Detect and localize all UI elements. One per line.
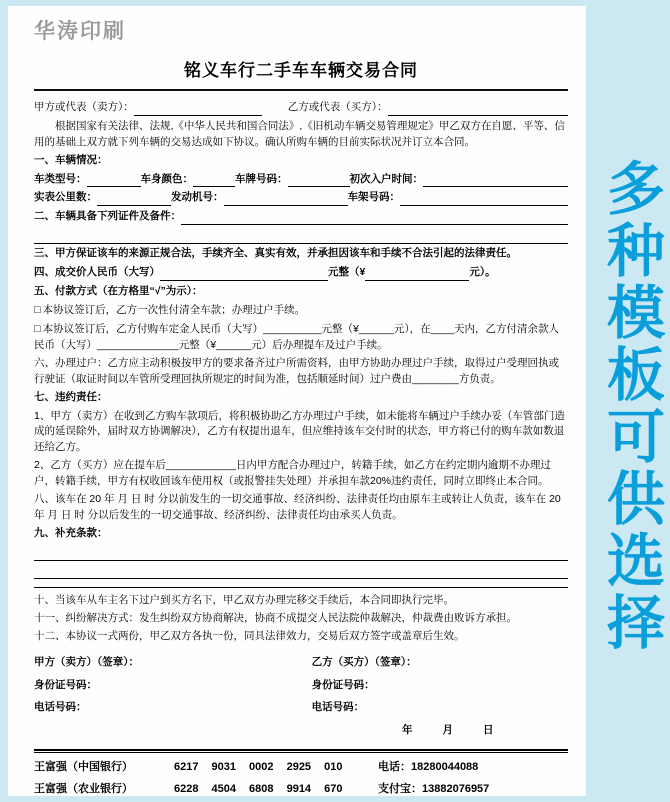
documents-row <box>34 209 568 225</box>
contract-title: 铭义车行二手车车辆交易合同 <box>184 60 418 80</box>
first-registration-blank[interactable] <box>423 174 568 187</box>
phone-contact-label: 电话： <box>378 760 411 773</box>
section-8-text: 八、该车在 20 年 月 日 时 分以前发生的一切交通事故、经济纠纷、法律责任均由原车主或转让人负责，该车在 20 年 月 日 时 分以后发生的一切交通事故、经济纠纷、法律责任均由承买人负责。 <box>34 493 561 521</box>
vehicle-color-blank[interactable] <box>193 174 235 187</box>
price-label: 四、成交价人民币（大写） <box>34 266 160 278</box>
first-registration-label: 初次入户时间： <box>349 172 423 185</box>
supplement-blank-line-1[interactable] <box>34 545 568 561</box>
party-a-label: 甲方或代表（卖方）： <box>34 101 134 113</box>
date-row <box>402 723 568 739</box>
signature-block <box>34 655 568 716</box>
price-row <box>34 265 568 281</box>
party-a-id-label: 身份证号码： <box>34 678 97 691</box>
vehicle-info-row-2 <box>34 190 568 206</box>
date-day-label: 日 <box>483 724 494 736</box>
bank-card-number-2: 6228 4504 6808 9914 670 <box>174 783 343 796</box>
payment-option-2 <box>34 321 568 354</box>
party-b-phone-label: 电话号码： <box>311 701 365 714</box>
supplement-blank-line-2[interactable] <box>34 563 568 579</box>
template-banner-text: 多种模板可供选择 <box>598 158 663 654</box>
plate-number-blank[interactable] <box>288 174 350 187</box>
intro-paragraph: 根据国家有关法律、法规,《中华人民共和国合同法》,《旧机动车辆交易管理规定》甲乙双方在自愿、平等、信用的基础上双方就下列车辆的交易达成如下协议。确认所购车辆的目前实际状况并订立本合同。 <box>34 119 565 148</box>
engine-number-label: 发动机号： <box>171 191 224 204</box>
documents-blank[interactable] <box>181 212 568 225</box>
section-2-label: 二、车辆具备下列证件及备件： <box>34 210 181 222</box>
section-7-clause-1: 1、甲方（卖方）在收到乙方购车款项后，将积极协助乙方办理过户手续，如未能将车辆过户手续办妥（车管部门造成的延误除外，届时双方协调解决），乙方有权提出退车，但应维持该车交付时的状态，甲方将已付的购车款如数退还给乙方。 <box>34 409 565 453</box>
price-words-blank[interactable] <box>160 268 328 281</box>
section-10-text: 十、当该车从车主名下过户到买方名下，甲乙双方办理完移交手续后，本合同即执行完毕。 <box>34 593 454 606</box>
section-12-text: 十二、本协议一式两份，甲乙双方各执一份，同具法律效力，交易后双方签字或盖章后生效。 <box>34 630 465 642</box>
party-b-signature-label: 乙方（买方）（签章）： <box>311 655 417 668</box>
title-divider <box>34 89 568 91</box>
vin-blank[interactable] <box>400 193 568 206</box>
payment-option-2-text: 本协议签订后，乙方付购车定金人民币（大写）__________元整（¥______元），在____天内，乙方付清余款人民币（大写）______________元整（¥______元）后办理提车及过户手续。 <box>34 323 560 351</box>
engine-number-blank[interactable] <box>224 193 348 206</box>
plate-number-label: 车牌号码： <box>235 172 288 185</box>
bank-account-name-2: 王富强（农业银行） <box>34 783 133 796</box>
vehicle-type-label: 车类型号： <box>34 172 87 185</box>
payment-option-1 <box>34 302 568 319</box>
bank-card-number-1: 6217 9031 0002 2925 010 <box>174 760 343 773</box>
parties-row <box>34 100 568 116</box>
alipay-contact-label: 支付宝： <box>378 783 422 796</box>
section-11-text: 十一、纠纷解决方式：发生纠纷双方协商解决，协商不成提交人民法院仲裁解决，仲裁费由败诉方承担。 <box>34 611 517 624</box>
vehicle-type-blank[interactable] <box>87 174 141 187</box>
section-6-text: 六、办理过户：乙方应主动积极按甲方的要求备齐过户所需资料，由甲方协助办理过户手续，取得过户受理回执或行驶证（取证时间以车管所受理回执所规定的时间为准，包括顺延时间）过户费由________方负责。 <box>34 357 559 385</box>
section-divider <box>34 587 568 588</box>
vehicle-color-label: 车身颜色： <box>140 172 193 185</box>
payment-option-2-checkbox[interactable]: □ <box>34 323 41 336</box>
party-b-blank[interactable] <box>388 103 569 116</box>
price-figures-blank[interactable] <box>365 268 469 281</box>
date-year-label: 年 <box>402 724 413 736</box>
price-tail-label: 元）。 <box>469 266 496 278</box>
payment-option-1-text: 本协议签订后，乙方一次性付清全车款；办理过户手续。 <box>42 304 306 316</box>
party-a-blank[interactable] <box>134 103 262 116</box>
section-3-text: 三、甲方保证该车的来源正规合法，手续齐全、真实有效，并承担因该车和手续不合法引起的法律责任。 <box>34 247 517 260</box>
phone-contact-value: 18280044088 <box>411 760 479 773</box>
party-b-id-label: 身份证号码： <box>311 678 375 691</box>
section-9-heading: 九、补充条款： <box>34 527 108 540</box>
footer-divider <box>34 749 568 753</box>
vin-label: 车架号码： <box>347 191 400 204</box>
bank-account-name-1: 王富强（中国银行） <box>34 760 133 773</box>
mileage-blank[interactable] <box>97 193 171 206</box>
documents-continuation-line[interactable] <box>34 228 568 244</box>
payment-option-1-checkbox[interactable]: □ <box>34 304 41 316</box>
mileage-label: 实表公里数： <box>34 191 97 204</box>
bank-account-row-2 <box>34 781 568 798</box>
date-month-label: 月 <box>442 724 453 736</box>
party-b-label: 乙方或代表（买方）： <box>287 101 388 113</box>
printshop-watermark: 华涛印刷 <box>34 20 126 43</box>
party-a-phone-label: 电话号码： <box>34 701 87 714</box>
section-5-heading: 五、付款方式（在方格里“√”为示）： <box>34 284 203 297</box>
bank-account-row-1 <box>34 759 568 776</box>
section-7-heading: 七、违约责任： <box>34 391 108 404</box>
price-mid-label: 元整（¥ <box>328 266 366 278</box>
alipay-contact-value: 13882076957 <box>422 783 490 796</box>
contract-document <box>8 6 586 796</box>
section-1-heading: 一、车辆情况： <box>34 153 108 166</box>
party-a-signature-label: 甲方（卖方）（签章）： <box>34 655 139 668</box>
section-7-clause-2: 2、乙方（买方）应在提车后____________日内甲方配合办理过户，转籍手续，如乙方在约定期内逾期不办理过户，转籍手续，甲方有权收回该车使用权（或报警挂失处理）并承担车款20%违约责任，同时立即终止本合同。 <box>34 459 551 487</box>
vehicle-info-row-1 <box>34 172 568 188</box>
